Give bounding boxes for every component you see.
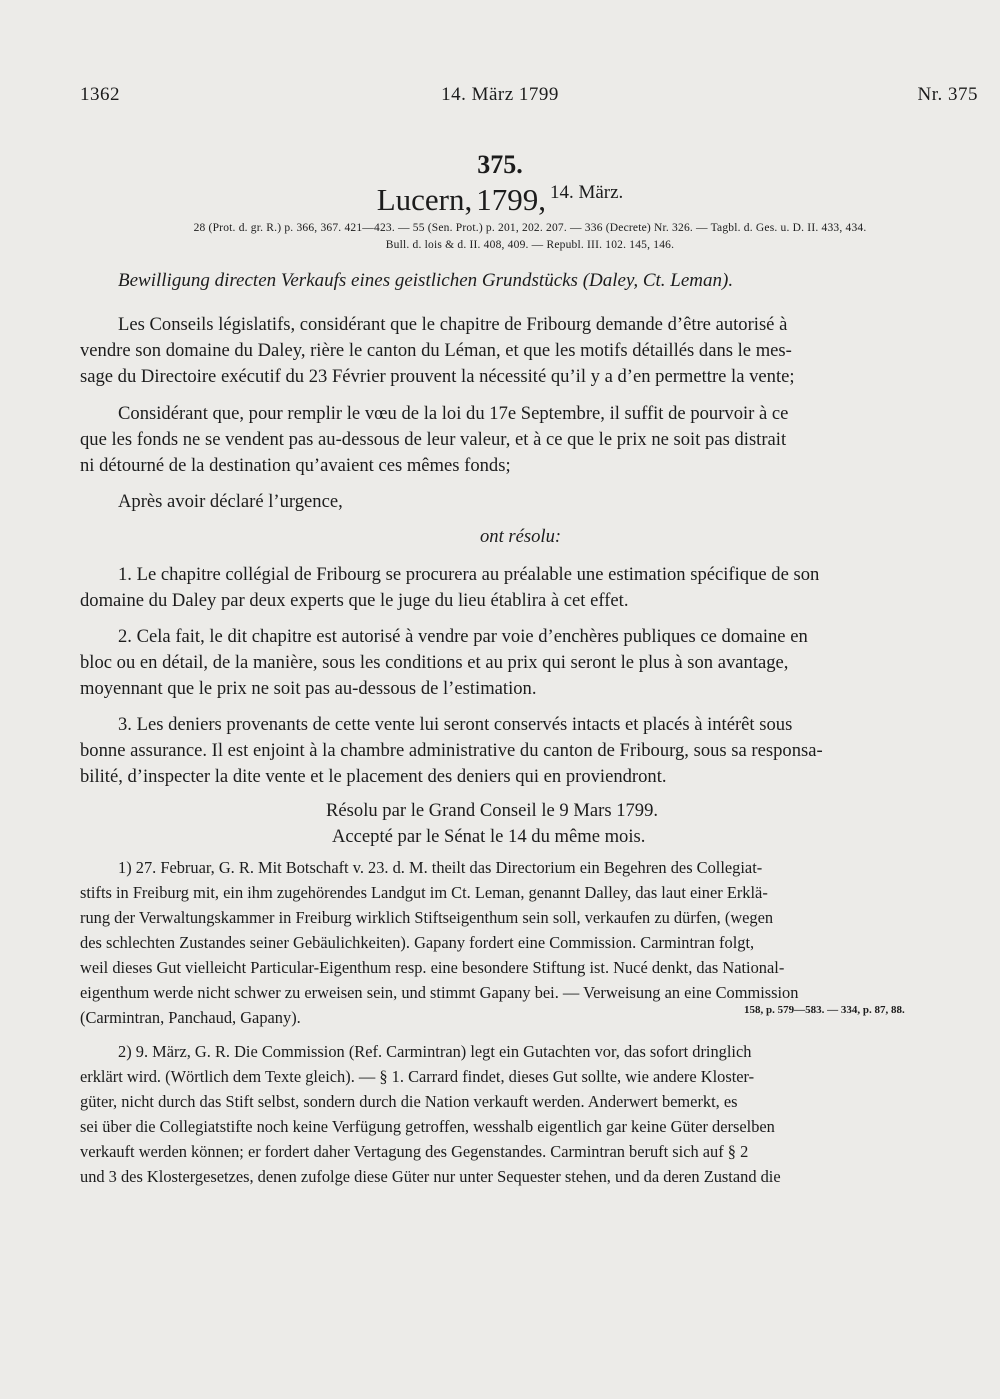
page-number: 1362 (80, 84, 120, 105)
note-line: erklärt wird. (Wörtlich dem Texte gleich). — § 1. Carrard findet, dieses Gut sollte, wie andere Kloster- (80, 1067, 755, 1086)
entry-date: 14. März. (549, 182, 624, 203)
article-line: bilité, d’inspecter la dite vente et le placement des deniers qui en proviendront. (80, 766, 667, 787)
resolution-heading: ont résolu: (480, 526, 562, 547)
running-entry-number: Nr. 375 (917, 84, 978, 105)
note-reference: 158, p. 579—583. — 334, p. 87, 88. (744, 1004, 905, 1016)
entry-place: Lucern, (376, 182, 473, 217)
note-line: 2) 9. März, G. R. Die Commission (Ref. Carmintran) legt ein Gutachten vor, das sofort dringlich (118, 1042, 752, 1061)
article-line: bloc ou en détail, de la manière, sous les conditions et au prix qui seront le plus à son avantage, (80, 652, 789, 673)
acceptance-date: Accepté par le Sénat le 14 du même mois. (332, 826, 646, 847)
note-line: 1) 27. Februar, G. R. Mit Botschaft v. 23. d. M. theilt das Directorium ein Begehren des Collegiat- (118, 858, 763, 877)
note-line: und 3 des Klostergesetzes, denen zufolge diese Güter nur unter Sequester stehen, und da deren Zustand die (80, 1167, 781, 1186)
running-date: 14. März 1799 (441, 84, 559, 105)
note-line: sei über die Collegiatstifte noch keine Verfügung getroffen, wesshalb eigentlich gar keine Güter derselben (80, 1117, 775, 1136)
article-line: domaine du Daley par deux experts que le juge du lieu établira à cet effet. (80, 590, 629, 611)
note-line: (Carmintran, Panchaud, Gapany). (80, 1008, 301, 1027)
entry-number: 375. (477, 150, 523, 179)
body-line: Les Conseils législatifs, considérant que le chapitre de Fribourg demande d’être autorisé à (118, 314, 788, 335)
entry-title (0, 182, 1000, 218)
source-references-2: Bull. d. lois & d. II. 408, 409. — Republ. III. 102. 145, 146. (385, 239, 675, 251)
article-line: 1. Le chapitre collégial de Fribourg se procurera au préalable une estimation spécifique de son (118, 564, 820, 585)
body-line: vendre son domaine du Daley, rière le canton du Léman, et que les motifs détaillés dans le mes- (80, 340, 792, 361)
article-line: moyennant que le prix ne soit pas au-dessous de l’estimation. (80, 678, 537, 699)
note-line: des schlechten Zustandes seiner Gebäulichkeiten). Gapany fordert eine Commission. Carmintran folgt, (80, 933, 755, 952)
note-line: rung der Verwaltungskammer in Freiburg wirklich Stiftseigenthum sein soll, verkaufen zu dürfen, (wegen (80, 908, 774, 927)
entry-subtitle: Bewilligung directen Verkaufs eines geistlichen Grundstücks (Daley, Ct. Leman). (118, 270, 734, 291)
article-line: bonne assurance. Il est enjoint à la chambre administrative du canton de Fribourg, sous sa responsa- (80, 740, 823, 761)
article-line: 2. Cela fait, le dit chapitre est autorisé à vendre par voie d’enchères publiques ce domaine en (118, 626, 808, 647)
note-line: weil dieses Gut vielleicht Particular-Eigenthum resp. eine besondere Stiftung ist. Nucé denkt, das National- (80, 958, 785, 977)
body-line: Après avoir déclaré l’urgence, (118, 491, 343, 512)
body-line: Considérant que, pour remplir le vœu de la loi du 17e Septembre, il suffit de pourvoir à ce (118, 403, 789, 424)
body-line: ni détourné de la destination qu’avaient ces mêmes fonds; (80, 455, 511, 476)
resolution-date: Résolu par le Grand Conseil le 9 Mars 1799. (326, 800, 659, 821)
note-line: stifts in Freiburg mit, ein ihm zugehörendes Landgut im Ct. Leman, genannt Dalley, das laut einer Erklä- (80, 883, 768, 902)
article-line: 3. Les deniers provenants de cette vente lui seront conservés intacts et placés à intérêt sous (118, 714, 793, 735)
body-line: que les fonds ne se vendent pas au-dessous de leur valeur, et à ce que le prix ne soit pas distrait (80, 429, 787, 450)
note-line: eigenthum werde nicht schwer zu erweisen sein, und stimmt Gapany bei. — Verweisung an eine Commission (80, 983, 799, 1002)
note-line: güter, nicht durch das Stift selbst, sondern durch die Nation verkauft werden. Anderwert bemerkt, es (80, 1092, 738, 1111)
source-references-1: 28 (Prot. d. gr. R.) p. 366, 367. 421—423. — 55 (Sen. Prot.) p. 201, 202. 207. — 336 (Decrete) Nr. 326. — Tagbl. d. Ges. u. D. II. 433, 434. (193, 222, 867, 234)
entry-year: 1799, (476, 182, 546, 217)
note-line: verkauft werden können; er fordert daher Vertagung des Gegenstandes. Carmintran beruft sich auf § 2 (80, 1142, 749, 1161)
body-line: sage du Directoire exécutif du 23 Février prouvent la nécessité qu’il y a d’en permettre la vente; (80, 366, 795, 387)
